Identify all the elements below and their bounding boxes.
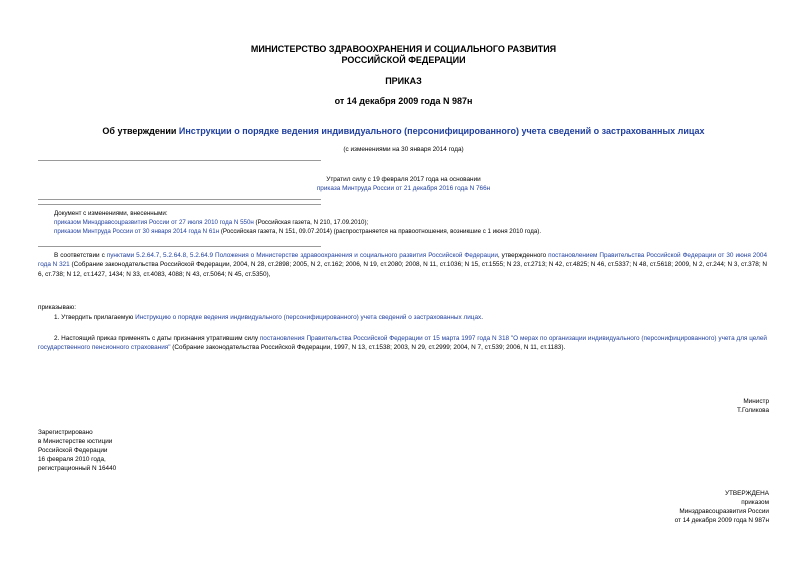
divider: [38, 199, 321, 200]
item2-text-2: (Собрание законодательства Российской Федерации, 1997, N 13, ст.1538; 2003, N 29, ст.2999; 2004, N 7, ст.539; 2006, N 11, ст.1183).: [170, 344, 566, 352]
changes-item-1: [54, 218, 541, 227]
signature-role: Министр: [743, 398, 769, 405]
registration-line: Зарегистрировано: [38, 429, 93, 436]
preamble-text-2: , утвержденного: [497, 252, 549, 259]
approval-line: приказом: [741, 499, 769, 506]
registration-block: [38, 428, 116, 473]
doc-type: ПРИКАЗ: [385, 76, 422, 86]
changes-block: [54, 209, 541, 236]
divider: [38, 160, 321, 161]
lost-force-link[interactable]: приказа Минтруда России от 21 декабря 2016 года N 766н: [316, 185, 491, 192]
approval-line: от 14 декабря 2009 года N 987н: [674, 517, 769, 524]
registration-line: Российской Федерации: [38, 447, 108, 454]
title-prefix: Об утверждении: [102, 126, 179, 136]
signature-block: [737, 397, 769, 415]
document-title: [0, 126, 807, 137]
changes-heading: Документ с изменениями, внесенными:: [54, 210, 168, 217]
divider: [38, 246, 321, 247]
ministry-line-2: РОССИЙСКОЙ ФЕДЕРАЦИИ: [341, 55, 466, 65]
instruction-link[interactable]: Инструкцию о порядке ведения индивидуального (персонифицированного) учета сведений о застрахованных лицах: [135, 314, 482, 321]
item2-text-1: 2. Настоящий приказ применять с даты признания утратившим силу: [54, 335, 260, 342]
approval-line: УТВЕРЖДЕНА: [724, 490, 769, 497]
change-text-1: (Российская газета, N 210, 17.09.2010);: [253, 219, 369, 226]
changes-item-2: [54, 227, 541, 236]
government-decree-link[interactable]: постановлением Правительства Российской Федерации от 30 июня 2004 года N 321: [38, 252, 768, 269]
divider: [38, 204, 321, 205]
ministry-line-1: МИНИСТЕРСТВО ЗДРАВООХРАНЕНИЯ И СОЦИАЛЬНОГО РАЗВИТИЯ: [250, 44, 557, 54]
preamble-paragraph: [38, 251, 767, 279]
order-item-1: [54, 313, 767, 322]
item1-text-2: .: [481, 314, 483, 321]
approval-block: [675, 489, 769, 525]
change-text-2: (Российская газета, N 151, 09.07.2014) (распространяется на правоотношения, возникшие с 1 июня 2010 года).: [219, 228, 542, 235]
item1-text-1: 1. Утвердить прилагаемую: [54, 314, 136, 321]
order-word: приказываю:: [38, 304, 76, 311]
lost-force-text: Утратил силу с 19 февраля 2017 года на основании: [326, 176, 481, 183]
decree-318-link[interactable]: постановления Правительства Российской Федерации от 15 марта 1997 года N 318 "О мерах по организации индивидуального (персонифицированного) учета для целей государственного пенсионного страхования": [38, 335, 767, 352]
preamble-text-3: (Собрание законодательства Российской Федерации, 2004, N 28, ст.2898; 2005, N 2, ст.162; 2006, N 19, ст.2080; 2008, N 11, ст.1036; N 15, ст.1555; N 23, ст.2713; N 42, ст.4825; N 46, ст.5337; N 48, ст.5618; 2009, N 2, ст.244; N 3, ст.378; N 6, ст.738; N 12, ст.1427, 1434; N 33, ст.4083, 4088; N 43, ст.5064; N 45, ст.5350),: [38, 261, 767, 278]
amendments-note: (с изменениями на 30 января 2014 года): [343, 146, 464, 153]
ministry-header: [0, 44, 807, 66]
regulation-points-link[interactable]: пунктами 5.2.64.7, 5.2.64.8, 5.2.64.9 Положения о Министерстве здравоохранения и социального развития Российской Федерации: [106, 252, 498, 259]
title-instruction-link[interactable]: Инструкции о порядке ведения индивидуального (персонифицированного) учета сведений о застрахованных лицах: [178, 126, 705, 136]
doc-date-number: от 14 декабря 2009 года N 987н: [334, 96, 473, 106]
registration-line: 16 февраля 2010 года,: [38, 456, 106, 463]
lost-force-note: [0, 175, 807, 193]
registration-line: регистрационный N 16440: [38, 465, 117, 472]
change-link-2[interactable]: приказом Минтруда России от 30 января 2014 года N 61н: [54, 228, 220, 235]
order-item-2: [38, 334, 767, 353]
change-link-1[interactable]: приказом Минздравсоцразвития России от 27 июля 2010 года N 550н: [54, 219, 254, 226]
registration-line: в Министерстве юстиции: [38, 438, 113, 445]
preamble-text-1: В соответствии с: [54, 252, 107, 259]
approval-line: Минздравсоцразвития России: [679, 508, 769, 515]
signature-name: Т.Голикова: [736, 407, 769, 414]
